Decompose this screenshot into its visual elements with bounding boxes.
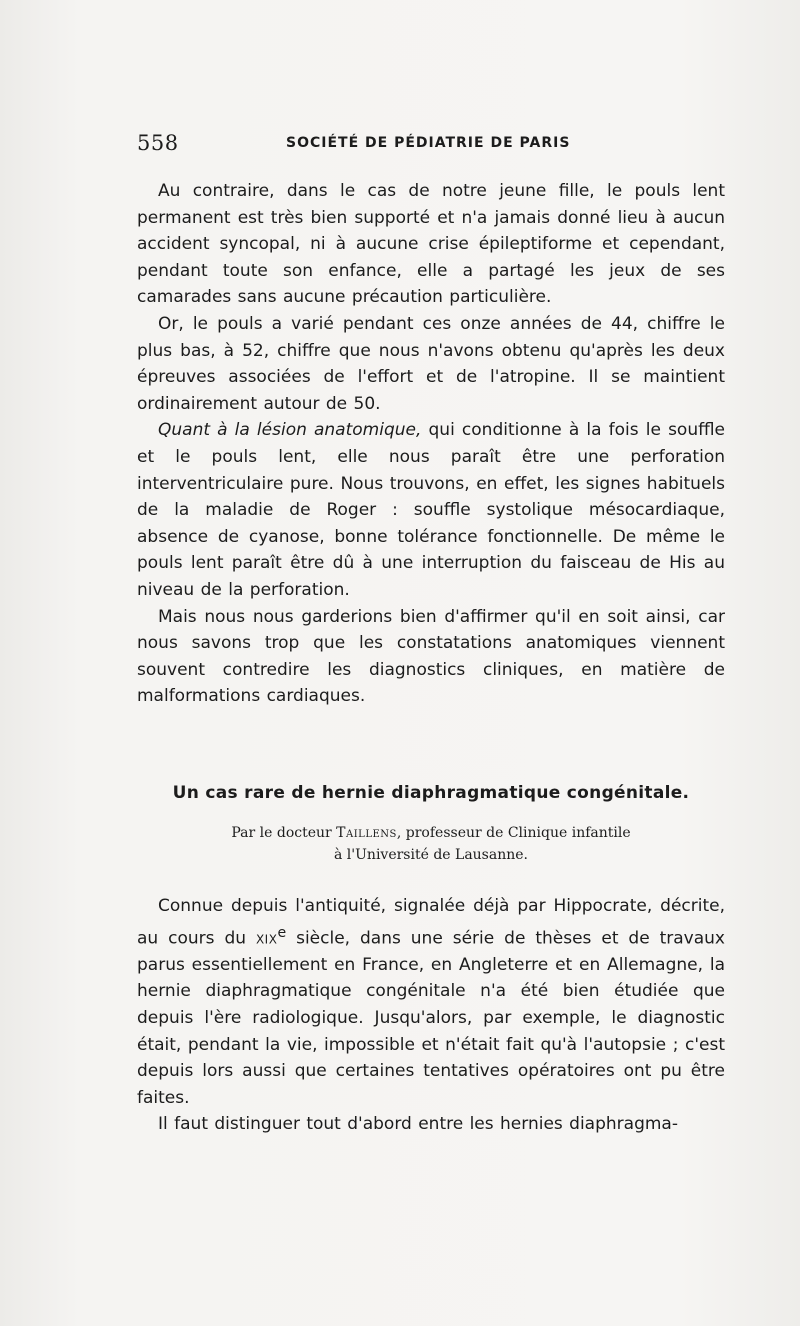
byline-line-1: Par le docteur Taillens, professeur de Clinique infantile: [231, 825, 631, 841]
running-head: SOCIÉTÉ DE PÉDIATRIE DE PARIS: [286, 135, 571, 151]
page-number: 558: [137, 131, 179, 155]
paragraph: Au contraire, dans le cas de notre jeune fille, le pouls lent permanent est très bien supporté et n'a jamais donné lieu à aucun accident syncopal, ni à aucune crise épileptiforme et cependant, pendant toute son enfance, elle a partagé les jeux de ses camarades sans aucune précaution particulière.: [137, 181, 725, 308]
article-byline: [137, 822, 725, 866]
paragraph: Connue depuis l'antiquité, signalée déjà par Hippocrate, décrite, au cours du xix$^e$ siècle, dans une série de thèses et de travaux parus essentiellement en France, en Angleterre et en Allemagne, la hernie diaphragmatique congénitale n'a été bien étudiée que depuis l'ère radiologique. Jusqu'alors, par exemple, le diagnostic était, pendant la vie, impossible et n'était fait qu'à l'autopsie ; c'est depuis lors aussi que certaines tentatives opératoires ont pu être faites.: [137, 896, 725, 1108]
section-hernie: [137, 893, 725, 1138]
page-header: [137, 131, 729, 161]
century-numeral: xix: [255, 928, 278, 949]
italic-phrase: Quant à la lésion anatomique,: [158, 420, 422, 441]
paragraph: Or, le pouls a varié pendant ces onze années de 44, chiffre le plus bas, à 52, chiffre que nous n'avons obtenu qu'après les deux épreuves associées de l'effort et de l'atropine. Il se maintient ordinairement autour de 50.: [137, 313, 725, 414]
section-pouls-lent: [137, 178, 725, 710]
article-title: Un cas rare de hernie diaphragmatique congénitale.: [172, 783, 690, 803]
paragraph: Mais nous nous garderions bien d'affirmer qu'il en soit ainsi, car nous savons trop que les constatations anatomiques viennent souvent contredire les diagnostics cliniques, en matière de malformations cardiaques.: [137, 606, 725, 707]
paragraph: [137, 417, 725, 603]
century-superscript: e: [277, 924, 287, 941]
paragraph: Il faut distinguer tout d'abord entre les hernies diaphragma-: [158, 1114, 678, 1135]
byline-line-2: à l'Université de Lausanne.: [334, 847, 528, 863]
paragraph-text: qui conditionne à la fois le souffle et le pouls lent, elle nous paraît être une perforation interventriculaire pure. Nous trouvons, en effet, les signes habituels de la maladie de Roger : souffle systolique mésocardiaque, absence de cyanose, bonne tolérance fonctionnelle. De même le pouls lent paraît être dû à une interruption du faisceau de His au niveau de la perforation.: [137, 420, 725, 600]
author-name: Taillens: [336, 825, 397, 841]
